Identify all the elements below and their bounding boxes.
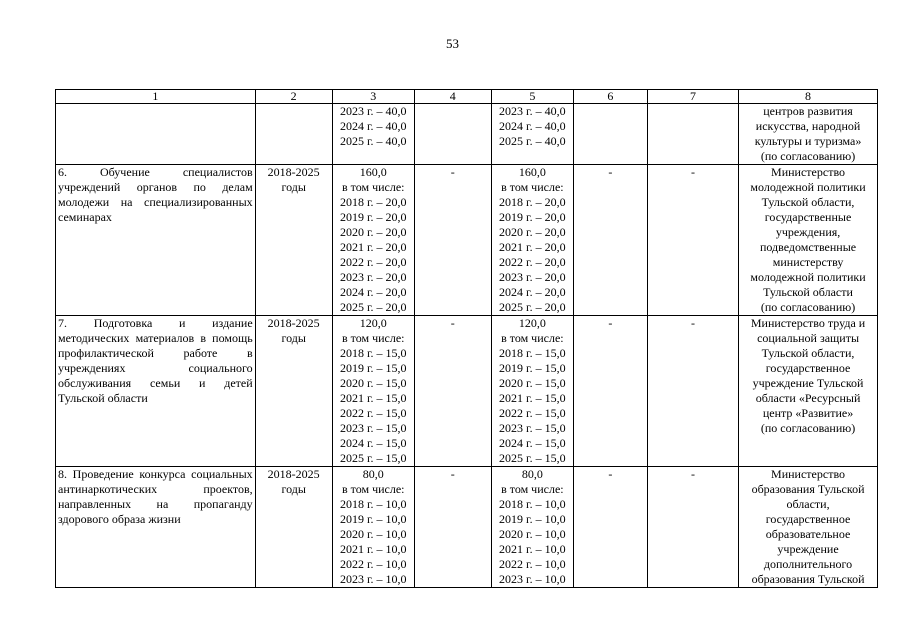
funding-other: - <box>647 316 738 467</box>
cell-line: образования Тульской <box>751 482 865 496</box>
cell-line: 160,0 <box>518 165 546 179</box>
cell-line: государственные <box>764 210 852 224</box>
cell-line: 2025 г. – 40,0 <box>339 134 407 148</box>
cell-line: 2023 г. – 20,0 <box>499 270 566 284</box>
cell-line: министерству <box>772 255 844 269</box>
funding-local: - <box>573 467 647 588</box>
cell-line: 2025 г. – 15,0 <box>339 451 407 465</box>
cell-line: 2018 г. – 15,0 <box>499 346 566 360</box>
cell-line: 80,0 <box>521 467 543 481</box>
cell-line: 2024 г. – 40,0 <box>339 119 407 133</box>
cell-line: 2018 г. – 20,0 <box>339 195 407 209</box>
cell-line: 2020 г. – 10,0 <box>499 527 566 541</box>
cell-line: (по согласованию) <box>760 300 856 314</box>
program-table <box>55 89 878 588</box>
cell-line: 2025 г. – 20,0 <box>339 300 407 314</box>
cell-line: молодежной политики <box>750 180 866 194</box>
cell-line: 2018 г. – 10,0 <box>339 497 407 511</box>
cell-line: Министерство труда и <box>750 316 866 330</box>
table-row <box>56 467 878 588</box>
cell-line: в том числе: <box>341 331 405 345</box>
funding-other: - <box>647 165 738 316</box>
cell-line: 2021 г. – 15,0 <box>499 391 566 405</box>
cell-line: 2019 г. – 15,0 <box>339 361 407 375</box>
funding-regional <box>491 165 573 316</box>
cell-line: 2018 г. – 15,0 <box>339 346 407 360</box>
cell-line: в том числе: <box>501 482 564 496</box>
cell-line: 2021 г. – 10,0 <box>339 542 407 556</box>
implementation-period: 2018-2025 годы <box>255 316 332 467</box>
activity-description <box>56 104 256 165</box>
cell-line: 2024 г. – 40,0 <box>499 119 566 133</box>
cell-line: центр «Развитие» <box>762 406 854 420</box>
funding-federal: - <box>414 467 491 588</box>
cell-line: образования Тульской <box>751 572 865 586</box>
responsible-executor <box>739 467 878 588</box>
funding-regional <box>491 316 573 467</box>
funding-federal <box>414 104 491 165</box>
cell-line: 2023 г. – 40,0 <box>339 104 407 118</box>
column-header: 6 <box>573 90 647 104</box>
implementation-period <box>255 104 332 165</box>
responsible-executor <box>739 104 878 165</box>
cell-line: 2019 г. – 15,0 <box>499 361 566 375</box>
funding-total <box>332 316 414 467</box>
cell-line: 2020 г. – 15,0 <box>339 376 407 390</box>
cell-line: 160,0 <box>359 165 387 179</box>
table-row <box>56 104 878 165</box>
cell-line: области «Ресурсный <box>755 391 861 405</box>
responsible-executor <box>739 316 878 467</box>
cell-line: учреждения, <box>775 225 841 239</box>
implementation-period: 2018-2025 годы <box>255 165 332 316</box>
column-header: 4 <box>414 90 491 104</box>
cell-line: 2020 г. – 15,0 <box>499 376 566 390</box>
cell-line: дополнительного <box>763 557 853 571</box>
cell-line: 120,0 <box>359 316 387 330</box>
cell-line: 2023 г. – 15,0 <box>339 421 407 435</box>
funding-federal: - <box>414 316 491 467</box>
funding-other: - <box>647 467 738 588</box>
column-header: 1 <box>56 90 256 104</box>
cell-line: 2018 г. – 20,0 <box>499 195 566 209</box>
funding-other <box>647 104 738 165</box>
table-row <box>56 165 878 316</box>
cell-line: 2022 г. – 20,0 <box>339 255 407 269</box>
cell-line: 2021 г. – 20,0 <box>499 240 566 254</box>
cell-line: 2020 г. – 20,0 <box>339 225 407 239</box>
funding-local <box>573 104 647 165</box>
cell-line: 2022 г. – 10,0 <box>499 557 566 571</box>
cell-line: (по согласованию) <box>760 149 856 163</box>
cell-line: в том числе: <box>501 331 564 345</box>
cell-line: 2024 г. – 15,0 <box>499 436 566 450</box>
cell-line: 2024 г. – 20,0 <box>499 285 566 299</box>
funding-federal: - <box>414 165 491 316</box>
cell-line: 2019 г. – 20,0 <box>499 210 566 224</box>
cell-line: 2023 г. – 15,0 <box>499 421 566 435</box>
funding-total <box>332 104 414 165</box>
cell-line: Тульской области, <box>761 346 855 360</box>
cell-line: Министерство <box>771 165 846 179</box>
activity-description: 6. Обучение специалистов учреждений органов по делам молодежи на специализированных семинарах <box>56 165 256 316</box>
cell-line: в том числе: <box>501 180 564 194</box>
responsible-executor <box>739 165 878 316</box>
cell-line: подведомственные <box>759 240 857 254</box>
cell-line: 120,0 <box>518 316 546 330</box>
cell-line: государственное <box>765 361 851 375</box>
cell-line: центров развития <box>763 104 853 118</box>
page-number: 53 <box>446 36 459 51</box>
cell-line: 2024 г. – 20,0 <box>339 285 407 299</box>
cell-line: области, <box>786 497 830 511</box>
cell-line: Министерство <box>771 467 846 481</box>
cell-line: 2018 г. – 10,0 <box>499 497 566 511</box>
funding-regional <box>491 104 573 165</box>
cell-line: 2019 г. – 10,0 <box>499 512 566 526</box>
cell-line: 2025 г. – 40,0 <box>499 134 566 148</box>
cell-line: 2022 г. – 20,0 <box>499 255 566 269</box>
cell-line: 2025 г. – 20,0 <box>499 300 566 314</box>
cell-line: Тульской области, <box>761 195 855 209</box>
cell-line: 2021 г. – 20,0 <box>339 240 407 254</box>
cell-line: молодежной политики <box>750 270 866 284</box>
cell-line: государственное <box>765 512 851 526</box>
cell-line: в том числе: <box>341 180 405 194</box>
cell-line: социальной защиты <box>757 331 860 345</box>
funding-regional <box>491 467 573 588</box>
cell-line: культуры и туризма» <box>754 134 862 148</box>
activity-description: 8. Проведение конкурса социальных антинаркотических проектов, направленных на пропаганду здорового образа жизни <box>56 467 256 588</box>
header-row <box>56 90 878 104</box>
cell-line: 2020 г. – 20,0 <box>499 225 566 239</box>
cell-line: учреждение Тульской <box>752 376 864 390</box>
funding-total <box>332 165 414 316</box>
cell-line: Тульской области <box>763 285 853 299</box>
cell-line: 2022 г. – 10,0 <box>339 557 407 571</box>
cell-line: 2023 г. – 10,0 <box>499 572 566 586</box>
cell-line: 2021 г. – 10,0 <box>499 542 566 556</box>
funding-local: - <box>573 316 647 467</box>
column-header: 7 <box>647 90 738 104</box>
funding-local: - <box>573 165 647 316</box>
cell-line: 2019 г. – 10,0 <box>339 512 407 526</box>
cell-line: 2021 г. – 15,0 <box>339 391 407 405</box>
cell-line: 2024 г. – 15,0 <box>339 436 407 450</box>
funding-total <box>332 467 414 588</box>
column-header: 5 <box>491 90 573 104</box>
cell-line: образовательное <box>765 527 851 541</box>
cell-line: 2022 г. – 15,0 <box>339 406 407 420</box>
table-row <box>56 316 878 467</box>
column-header: 3 <box>332 90 414 104</box>
cell-line: 2023 г. – 10,0 <box>339 572 407 586</box>
cell-line: (по согласованию) <box>760 421 856 435</box>
cell-line: искусства, народной <box>755 119 861 133</box>
activity-description: 7. Подготовка и издание методических материалов в помощь профилактической работе в учреждениях социального обслуживания семьи и детей Тульской области <box>56 316 256 467</box>
cell-line: 2023 г. – 40,0 <box>499 104 566 118</box>
cell-line: 2022 г. – 15,0 <box>499 406 566 420</box>
cell-line: 2019 г. – 20,0 <box>339 210 407 224</box>
column-header: 2 <box>255 90 332 104</box>
cell-line: 2023 г. – 20,0 <box>339 270 407 284</box>
cell-line: учреждение <box>777 542 839 556</box>
cell-line: в том числе: <box>341 482 405 496</box>
column-header: 8 <box>739 90 878 104</box>
cell-line: 2025 г. – 15,0 <box>499 451 566 465</box>
cell-line: 2020 г. – 10,0 <box>339 527 407 541</box>
implementation-period: 2018-2025 годы <box>255 467 332 588</box>
cell-line: 80,0 <box>362 467 384 481</box>
